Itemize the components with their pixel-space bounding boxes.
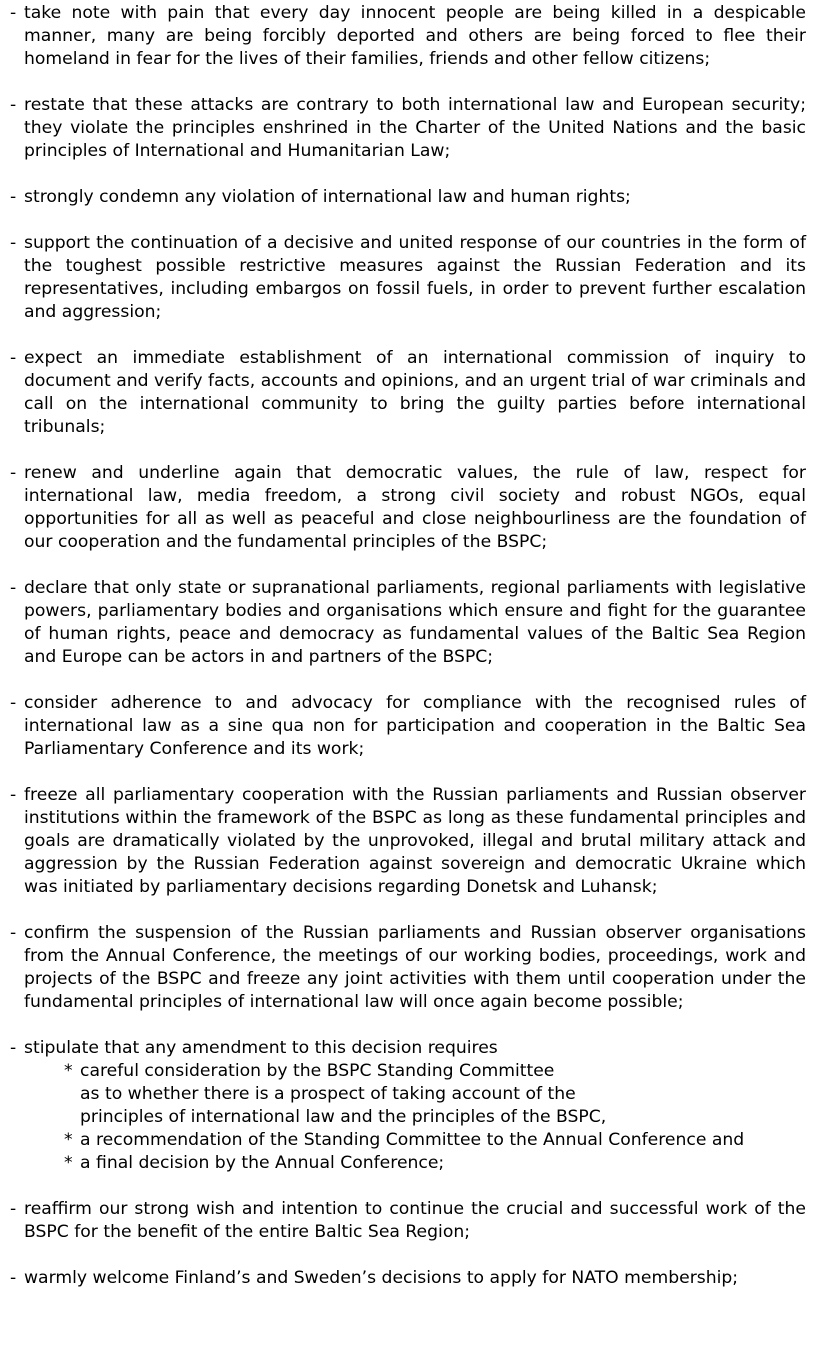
sub-list-item [10,1129,806,1152]
bullet-asterisk: * [64,1130,73,1150]
list-item-text: declare that only state or supranational parliaments, regional parliaments with legislative powers, parliamentary bodies and organisations which ensure and fight for the guarantee of human rights, peace and democracy as fundamental values of the Baltic Sea Region and Europe can be actors in and partners of the BSPC; [24,578,806,667]
sub-list-item-text: a recommendation of the Standing Committee to the Annual Conference and [80,1130,745,1150]
bullet-dash: - [10,693,17,713]
resolution-text [10,2,806,1313]
list-item-text: restate that these attacks are contrary to both international law and European security; they violate the principles enshrined in the Charter of the United Nations and the basic principles of International and Humanitarian Law; [24,95,806,161]
bullet-dash: - [10,785,17,805]
sub-list-item [10,1152,806,1175]
bullet-dash: - [10,348,17,368]
bullet-dash: - [10,233,17,253]
list-item [10,232,806,324]
list-item-text: support the continuation of a decisive and united response of our countries in the form of the toughest possible restrictive measures against the Russian Federation and its representatives, including embargos on fossil fuels, in order to prevent further escalation and aggression; [24,233,806,322]
list-item [10,2,806,71]
bullet-dash: - [10,95,17,115]
list-item [10,94,806,163]
sub-list-item-text: careful consideration by the BSPC Standing Committee as to whether there is a prospect of taking account of the principles of international law and the principles of the BSPC, [80,1061,607,1127]
bullet-dash: - [10,463,17,483]
list-item-text: reaffirm our strong wish and intention to continue the crucial and successful work of the BSPC for the benefit of the entire Baltic Sea Region; [24,1199,806,1242]
list-item-text: renew and underline again that democratic values, the rule of law, respect for international law, media freedom, a strong civil society and robust NGOs, equal opportunities for all as well as peaceful and close neighbourliness are the foundation of our cooperation and the fundamental principles of the BSPC; [24,463,806,552]
list-item [10,1198,806,1244]
list-item [10,1267,806,1290]
list-item-text: take note with pain that every day innocent people are being killed in a despicable manner, many are being forcibly deported and others are being forced to flee their homeland in fear for the lives of their families, friends and other fellow citizens; [24,3,806,69]
bullet-dash: - [10,1199,17,1219]
list-item [10,922,806,1014]
bullet-dash: - [10,1268,17,1288]
bullet-asterisk: * [64,1061,73,1081]
list-item [10,186,806,209]
list-item-text: freeze all parliamentary cooperation with the Russian parliaments and Russian observer institutions within the framework of the BSPC as long as these fundamental principles and goals are dramatically violated by the unprovoked, illegal and brutal military attack and aggression by the Russian Federation against sovereign and democratic Ukraine which was initiated by parliamentary decisions regarding Donetsk and Luhansk; [24,785,806,897]
list-item-text: warmly welcome Finland’s and Sweden’s decisions to apply for NATO membership; [24,1268,739,1288]
bullet-dash: - [10,1038,17,1058]
list-item-text: expect an immediate establishment of an international commission of inquiry to document and verify facts, accounts and opinions, and an urgent trial of war criminals and call on the international community to bring the guilty parties before international tribunals; [24,348,806,437]
list-item [10,692,806,761]
bullet-asterisk: * [64,1153,73,1173]
list-item-text: strongly condemn any violation of international law and human rights; [24,187,631,207]
bullet-dash: - [10,187,17,207]
list-item [10,784,806,899]
bullet-dash: - [10,923,17,943]
list-item-text: confirm the suspension of the Russian parliaments and Russian observer organisations from the Annual Conference, the meetings of our working bodies, proceedings, work and projects of the BSPC and freeze any joint activities with them until cooperation under the fundamental principles of international law will once again become possible; [24,923,806,1012]
list-item [10,347,806,439]
list-item-stipulate [10,1037,806,1175]
list-item [10,577,806,669]
bullet-dash: - [10,3,17,23]
sub-list-item-text: a final decision by the Annual Conference; [80,1153,445,1173]
sub-list-item [10,1060,806,1129]
list-item-text: stipulate that any amendment to this decision requires [24,1038,498,1058]
bullet-dash: - [10,578,17,598]
list-item-text: consider adherence to and advocacy for compliance with the recognised rules of international law as a sine qua non for participation and cooperation in the Baltic Sea Parliamentary Conference and its work; [24,693,806,759]
list-item [10,462,806,554]
